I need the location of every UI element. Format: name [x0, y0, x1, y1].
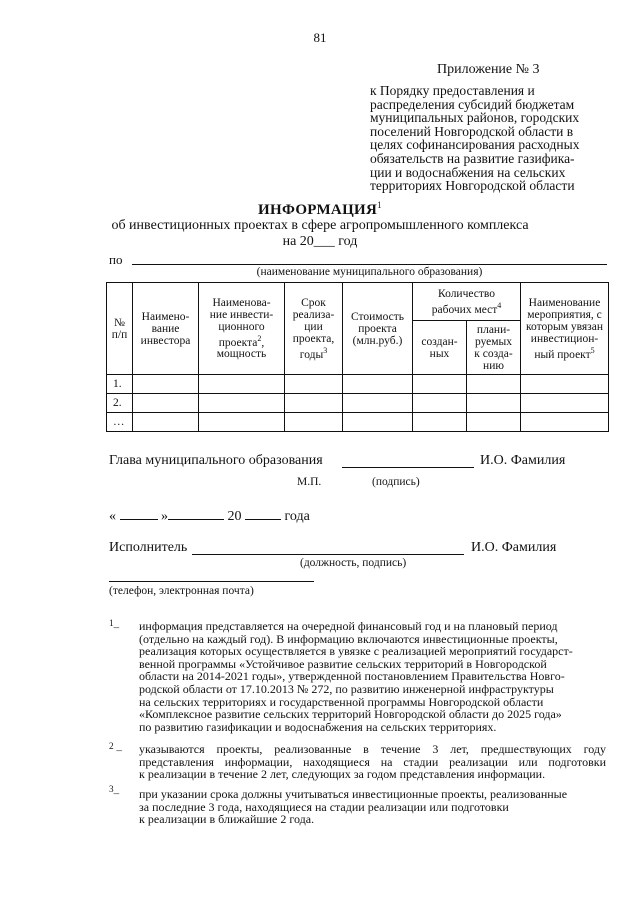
footnote-line: при указании срока должны учитываться инвестиционные проекты, реализованные [139, 787, 568, 801]
header-jobs-planned [467, 321, 521, 375]
footnote-number: 1 [109, 618, 114, 628]
table-row [107, 394, 609, 413]
header-investor [133, 283, 199, 375]
table-row [107, 413, 609, 432]
table-row [107, 375, 609, 394]
header-line: ние инвести- [209, 308, 274, 321]
header-line: к созда- [474, 347, 513, 360]
footnote-line: венной программы «Устойчивое развитие сельских территорий в Новгородской [139, 656, 547, 671]
footnote-line: за последние 3 года, находящиеся на стадии реализации или подготовки [139, 799, 509, 814]
footnote-dash: – [116, 744, 122, 757]
document-subtitle: об инвестиционных проектах в сфере агропромышленного комплекса [111, 218, 529, 233]
footnote-ref: 3 [323, 345, 328, 355]
footnote-line: родской области от 17.10.2013 № 272, по развитию инженерной инфраструктуры [139, 681, 554, 696]
appendix-title: Приложение № 3 [437, 62, 540, 77]
footnote-ref: 1 [377, 200, 382, 210]
investment-projects-table [106, 282, 609, 432]
appendix-line: распределения субсидий бюджетам [370, 96, 575, 112]
header-line: № [114, 316, 125, 329]
table-cell[interactable] [467, 413, 521, 432]
header-jobs [413, 283, 521, 321]
date-month-blank[interactable] [168, 507, 224, 520]
footnote-line: к реализации в течение 2 лет, следующих за годом представления информации. [139, 767, 546, 782]
date-row [109, 507, 310, 525]
header-line: ных [429, 347, 450, 360]
table-cell[interactable] [133, 413, 199, 432]
header-line: Наименова- [212, 296, 271, 309]
header-project [199, 283, 285, 375]
header-cost [343, 283, 413, 375]
head-signature-label: Глава муниципального образования [109, 453, 323, 468]
date-year-prefix: 20 [227, 509, 242, 524]
header-line: Наимено- [141, 310, 190, 323]
table-cell[interactable] [521, 394, 609, 413]
row-number: … [107, 413, 133, 432]
row-number: 1. [107, 375, 133, 394]
table-cell[interactable] [285, 375, 343, 394]
footnote-line: по развитию газификации и водоснабжения на сельских территориях. [139, 719, 497, 734]
header-line [200, 333, 283, 361]
header-line [414, 300, 519, 316]
page-number: 81 [313, 30, 327, 45]
header-text: проекта [218, 336, 258, 349]
date-year-blank[interactable] [245, 507, 281, 520]
footnote-3-text [139, 788, 567, 826]
table-cell[interactable] [467, 394, 521, 413]
footnote-number: 2 [109, 741, 114, 751]
municipality-blank-line[interactable] [132, 264, 607, 265]
header-line: ционного [218, 320, 265, 333]
executor-name: И.О. Фамилия [471, 540, 557, 555]
table-cell[interactable] [199, 394, 285, 413]
footnote-line: на сельских территориях и государственной программы Новгородской области [139, 694, 544, 709]
header-line: руемых [474, 335, 513, 348]
footnote-1-text [139, 620, 573, 733]
footnote-line: «Комплексное развитие сельских территорий Новгородской области до 2025 года» [139, 707, 562, 722]
footnote-line: (отдельно на каждый год). В информацию включаются инвестиционные проекты, [139, 631, 558, 646]
document-title-text: ИНФОРМАЦИЯ [258, 202, 378, 218]
table-cell[interactable] [343, 413, 413, 432]
table-cell[interactable] [521, 413, 609, 432]
table-cell[interactable] [413, 375, 467, 394]
table-cell[interactable] [199, 375, 285, 394]
header-text: годы [299, 348, 324, 361]
header-line: Стоимость [351, 310, 404, 323]
header-text: ный проект [534, 348, 591, 361]
header-line: Срок [301, 296, 326, 309]
header-line: плани- [476, 323, 511, 336]
footnote-ref: 4 [497, 300, 502, 310]
header-measure [521, 283, 609, 375]
table-cell[interactable] [413, 413, 467, 432]
header-number [107, 283, 133, 375]
header-line: нию [483, 359, 504, 372]
header-line: инвестицион- [530, 332, 599, 345]
appendix-line: территориях Новгородской области [370, 178, 575, 194]
table-cell[interactable] [133, 375, 199, 394]
footnote-1-mark [109, 618, 119, 634]
header-jobs-created [413, 321, 467, 375]
footnote-line: области на 2014-2021 годы», утвержденной постановлением Правительства Новго- [139, 669, 565, 684]
header-line: мероприятия, с [527, 308, 602, 321]
table-cell[interactable] [521, 375, 609, 394]
appendix-line: поселений Новгородской области в [370, 123, 574, 139]
header-line [286, 345, 341, 361]
header-text: рабочих мест [431, 303, 498, 316]
footnote-3-mark [109, 784, 119, 800]
footnote-2-text [139, 743, 606, 781]
date-suffix: года [284, 509, 310, 524]
appendix-line: ции и водоснабжения на сельских [370, 164, 566, 180]
table-cell[interactable] [199, 413, 285, 432]
appendix-line: целях софинансирования расходных [370, 137, 580, 153]
table-cell[interactable] [343, 375, 413, 394]
footnote-line: к реализации в ближайшие 2 года. [139, 812, 315, 827]
footnote-number: 3 [109, 784, 114, 794]
footnote-2-mark [109, 741, 122, 757]
municipality-prefix: по [109, 252, 123, 267]
head-signature-name: И.О. Фамилия [480, 453, 566, 468]
head-signature-line[interactable] [342, 467, 474, 468]
header-line: инвестора [140, 334, 191, 347]
header-line: вание [151, 322, 180, 335]
footnote-line: указываются проекты, реализованные в течение 3 лет, предшествующих году [139, 742, 606, 756]
header-text: , мощность [216, 336, 267, 361]
footnote-line: информация представляется на очередной финансовый год и на плановый период [139, 619, 558, 633]
footnote-dash: – [113, 787, 120, 800]
header-line: проекта, [292, 332, 335, 345]
document-title [0, 200, 640, 219]
date-day-blank[interactable] [120, 507, 158, 520]
executor-caption: (должность, подпись) [300, 557, 407, 569]
contact-line[interactable] [109, 581, 314, 582]
table-cell[interactable] [285, 413, 343, 432]
footnote-line: представления информации, находящиеся на стадии реализации или подготовки [139, 754, 606, 769]
header-line [522, 345, 607, 361]
header-line: проекта [358, 322, 397, 335]
footnote-line: реализация которых осуществляется в увязке с реализацией мероприятий государст- [139, 644, 573, 659]
appendix-line: к Порядку предоставления и [370, 83, 535, 98]
header-line: создан- [421, 335, 458, 348]
header-line: Количество [438, 287, 495, 300]
date-open-quote: « [109, 509, 116, 524]
appendix-description [370, 84, 610, 193]
table-cell[interactable] [343, 394, 413, 413]
header-line: ции [304, 320, 323, 333]
header-line: п/п [111, 328, 128, 341]
table-cell[interactable] [467, 375, 521, 394]
appendix-line: обязательств на развитие газифика- [370, 150, 575, 166]
table-cell[interactable] [133, 394, 199, 413]
footnote-ref: 2 [257, 333, 262, 343]
row-number: 2. [107, 394, 133, 413]
table-cell[interactable] [285, 394, 343, 413]
date-close-quote: » [161, 509, 168, 524]
header-line: реализа- [292, 308, 335, 321]
signature-caption: (подпись) [372, 476, 420, 488]
footnote-dash: – [113, 621, 120, 634]
footnote-ref: 5 [590, 345, 595, 355]
appendix-line: муниципальных районов, городских [370, 110, 580, 126]
contact-caption: (телефон, электронная почта) [109, 585, 254, 597]
header-line: которым увязан [526, 320, 603, 333]
executor-signature-line[interactable] [192, 554, 464, 555]
seal-placeholder: М.П. [297, 476, 322, 488]
document-year-line: на 20___ год [282, 234, 358, 249]
executor-label: Исполнитель [109, 540, 188, 555]
table-cell[interactable] [413, 394, 467, 413]
header-line: (млн.руб.) [352, 334, 403, 347]
header-term [285, 283, 343, 375]
header-line: Наименование [528, 296, 601, 309]
municipality-caption: (наименование муниципального образования) [256, 266, 483, 278]
